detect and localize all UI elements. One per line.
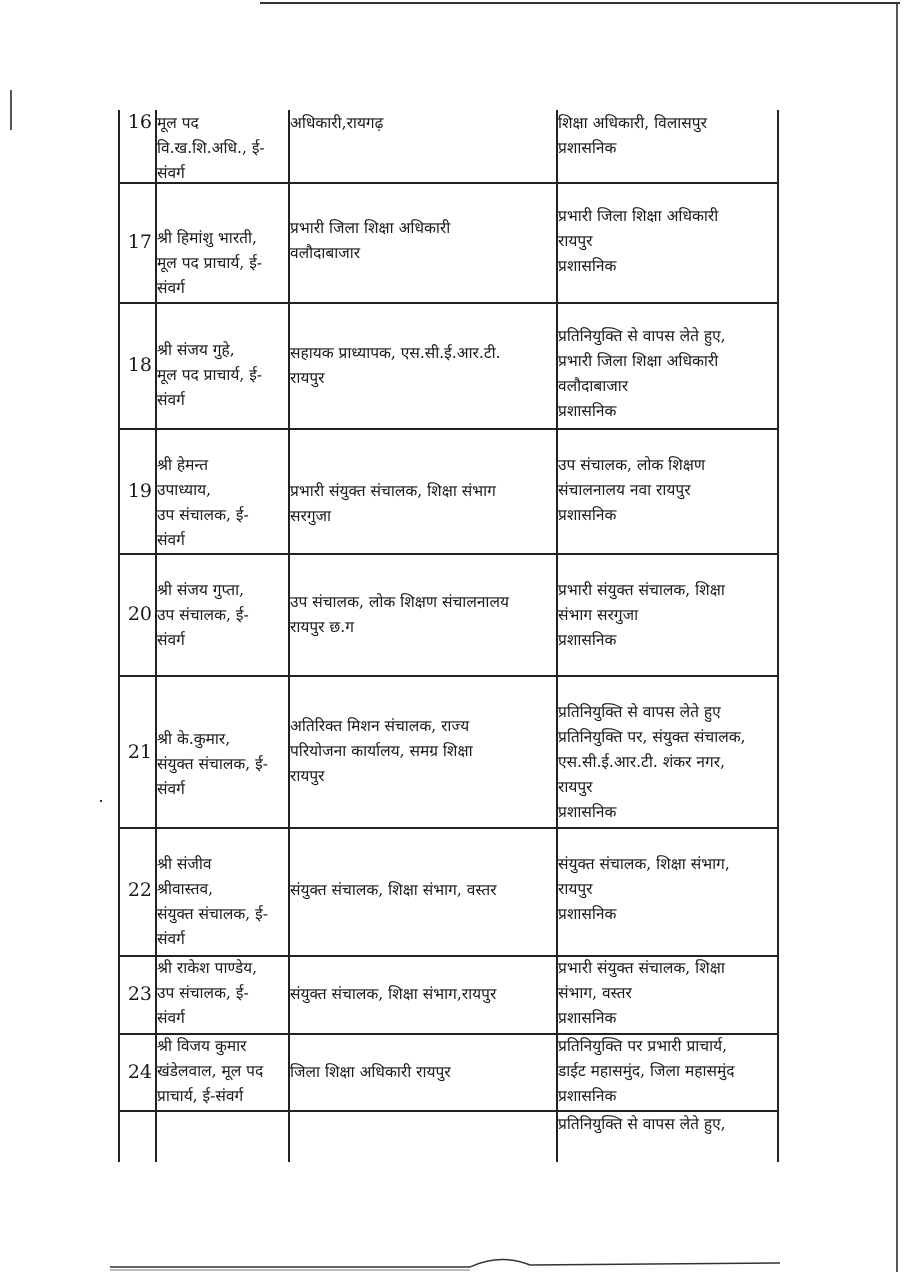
new-post: प्रतिनियुक्ति से वापस लेते हुए, [558,1115,726,1133]
row-number: 20 [127,603,152,625]
row-number: 24 [127,1061,152,1083]
row-separator [118,182,779,184]
row-separator [118,428,779,430]
new-post: प्रतिनियुक्ति पर प्रभारी प्राचार्य, डाईट महासमुंद, जिला महासमुंद प्रशासनिक [558,1037,735,1105]
current-post: अधिकारी,रायगढ़ [290,114,384,132]
new-post: प्रभारी संयुक्त संचालक, शिक्षा संभाग, वस्तर प्रशासनिक [558,959,725,1027]
row-number: 17 [127,231,152,253]
officer-name: श्री विजय कुमार खंडेलवाल, मूल पद प्राचार्य, ई-संवर्ग [157,1037,264,1105]
scan-mark-left [10,90,12,130]
current-post: संयुक्त संचालक, शिक्षा संभाग,रायपुर [290,985,497,1003]
row-number [118,1112,152,1142]
row-separator [118,302,779,304]
row-separator [118,675,779,677]
new-post: संयुक्त संचालक, शिक्षा संभाग, रायपुर प्रशासनिक [558,855,730,923]
scan-edge-top [260,2,900,4]
officer-name [157,1112,287,1142]
officer-name: श्री संजय गुहे, मूल पद प्राचार्य, ई- संवर्ग [157,341,263,409]
row-number: 21 [127,741,152,763]
current-post: प्रभारी जिला शिक्षा अधिकारी वलौदाबाजार [290,219,451,262]
officer-name: श्री के.कुमार, संयुक्त संचालक, ई- संवर्ग [157,730,268,798]
current-post: जिला शिक्षा अधिकारी रायपुर [290,1063,451,1081]
officer-name: श्री संजीव श्रीवास्तव, संयुक्त संचालक, ई- संवर्ग [157,855,268,948]
new-post: प्रभारी जिला शिक्षा अधिकारी रायपुर प्रशासनिक [558,207,719,275]
scan-dot [100,800,102,802]
officer-name: श्री हिमांशु भारती, मूल पद प्राचार्य, ई- संवर्ग [157,229,263,297]
current-post: संयुक्त संचालक, शिक्षा संभाग, वस्तर [290,881,497,899]
new-post: उप संचालक, लोक शिक्षण संचालनालय नवा रायपुर प्रशासनिक [558,456,706,524]
row-number: 16 [127,111,152,133]
current-post: अतिरिक्त मिशन संचालक, राज्य परियोजना कार्यालय, समग्र शिक्षा रायपुर [290,717,473,785]
row-number: 22 [127,879,152,901]
current-post: उप संचालक, लोक शिक्षण संचालनालय रायपुर छ.ग [290,593,509,636]
new-post: प्रतिनियुक्ति से वापस लेते हुए प्रतिनियुक्ति पर, संयुक्त संचालक, एस.सी.ई.आर.टी. शंकर नगर, रायपुर प्रशासनिक [558,703,746,821]
current-post: सहायक प्राध्यापक, एस.सी.ई.आर.टी. रायपुर [290,344,501,387]
new-post: शिक्षा अधिकारी, विलासपुर प्रशासनिक [558,114,707,157]
current-post: प्रभारी संयुक्त संचालक, शिक्षा संभाग सरगुजा [290,482,496,525]
scan-edge-right [896,4,898,1272]
officer-name: श्री हेमन्त उपाध्याय, उप संचालक, ई- संवर्ग [157,456,249,549]
officer-name: श्री संजय गुप्ता, उप संचालक, ई- संवर्ग [157,581,249,649]
officer-name: मूल पद वि.ख.शि.अधि., ई- संवर्ग [157,114,265,182]
row-number: 23 [127,983,152,1005]
row-separator [118,827,779,829]
new-post: प्रभारी संयुक्त संचालक, शिक्षा संभाग सरगुजा प्रशासनिक [558,581,725,649]
row-separator [118,553,779,555]
new-post: प्रतिनियुक्ति से वापस लेते हुए, प्रभारी जिला शिक्षा अधिकारी वलौदाबाजार प्रशासनिक [558,327,726,420]
row-number: 19 [127,480,152,502]
scan-edge-bottom [0,1245,904,1285]
current-post [290,1112,555,1142]
row-number: 18 [127,354,152,376]
table-border-right [777,110,779,1162]
officer-name: श्री राकेश पाण्डेय, उप संचालक, ई- संवर्ग [157,959,258,1027]
